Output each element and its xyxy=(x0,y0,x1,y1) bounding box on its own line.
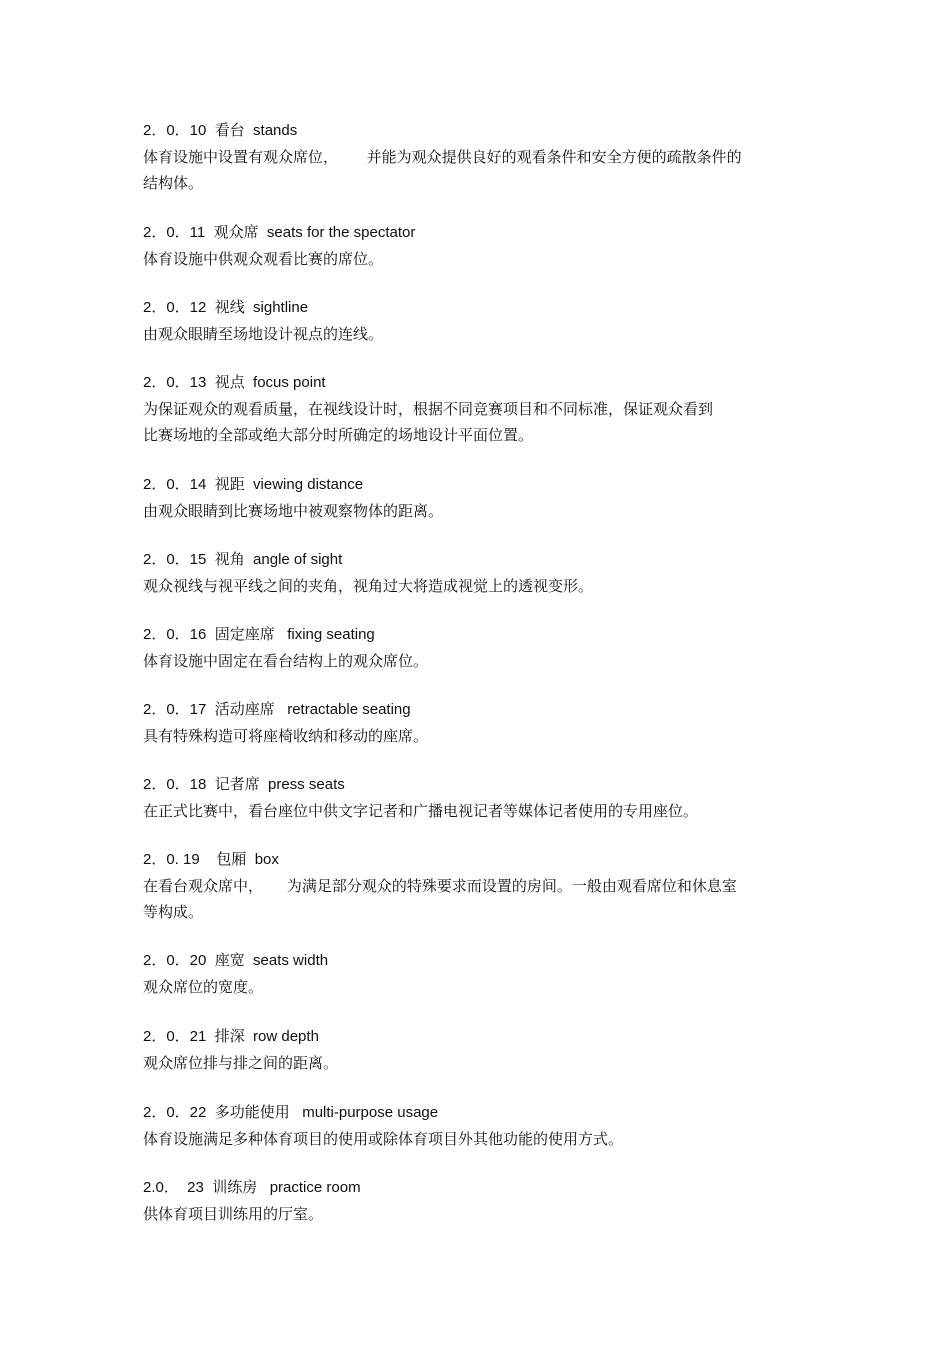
term-heading: 2．0. 19 包厢 box xyxy=(143,851,279,868)
term-heading: 2．0．14 视距 viewing distance xyxy=(143,476,364,493)
term-definition: 体育设施中设置有观众席位， 并能为观众提供良好的观看条件和安全方便的疏散条件的 xyxy=(143,148,742,166)
term-entry xyxy=(143,847,783,925)
term-definition: 在看台观众席中， 为满足部分观众的特殊要求而设置的房间。一般由观看席位和休息室 xyxy=(143,877,737,895)
term-heading: 2．0．16 固定座席 fixing seating xyxy=(143,626,375,643)
term-definition: 等构成。 xyxy=(143,903,204,921)
term-heading: 2．0．18 记者席 press seats xyxy=(143,776,345,793)
term-definition: 在正式比赛中，看台座位中供文字记者和广播电视记者等媒体记者使用的专用座位。 xyxy=(143,802,699,820)
term-definition: 由观众眼睛至场地设计视点的连线。 xyxy=(143,325,384,343)
term-heading: 2.0． 23 训练房 practice room xyxy=(143,1179,361,1196)
term-entry xyxy=(143,622,783,674)
term-heading: 2．0．22 多功能使用 multi-purpose usage xyxy=(143,1104,439,1121)
term-definition: 体育设施满足多种体育项目的使用或除体育项目外其他功能的使用方式。 xyxy=(143,1130,624,1148)
term-heading: 2．0．12 视线 sightline xyxy=(143,299,309,316)
term-definition: 为保证观众的观看质量，在视线设计时，根据不同竞赛项目和不同标准，保证观众看到 xyxy=(143,400,714,418)
term-definition: 比赛场地的全部或绝大部分时所确定的场地设计平面位置。 xyxy=(143,426,534,444)
term-definition: 观众席位排与排之间的距离。 xyxy=(143,1054,339,1072)
term-definition: 观众席位的宽度。 xyxy=(143,978,264,996)
term-heading: 2．0．15 视角 angle of sight xyxy=(143,551,343,568)
term-heading: 2．0．13 视点 focus point xyxy=(143,374,326,391)
term-definition: 体育设施中供观众观看比赛的席位。 xyxy=(143,250,384,268)
term-entry xyxy=(143,1024,783,1076)
term-definition: 由观众眼睛到比赛场地中被观察物体的距离。 xyxy=(143,502,444,520)
term-definition: 供体育项目训练用的厅室。 xyxy=(143,1205,324,1223)
term-heading: 2．0．20 座宽 seats width xyxy=(143,952,329,969)
term-entry xyxy=(143,772,783,824)
term-definition: 结构体。 xyxy=(143,174,204,192)
term-entry xyxy=(143,295,783,347)
term-entry xyxy=(143,697,783,749)
term-heading: 2．0．17 活动座席 retractable seating xyxy=(143,701,411,718)
term-entry xyxy=(143,547,783,599)
term-definition: 具有特殊构造可将座椅收纳和移动的座席。 xyxy=(143,727,429,745)
term-heading: 2．0．10 看台 stands xyxy=(143,122,298,139)
term-entry xyxy=(143,118,783,196)
term-definition: 观众视线与视平线之间的夹角，视角过大将造成视觉上的透视变形。 xyxy=(143,577,594,595)
term-entry xyxy=(143,1175,783,1227)
term-heading: 2．0．11 观众席 seats for the spectator xyxy=(143,224,416,241)
term-heading: 2．0．21 排深 row depth xyxy=(143,1028,319,1045)
term-entry xyxy=(143,948,783,1000)
term-entry xyxy=(143,370,783,448)
term-entry xyxy=(143,1100,783,1152)
term-entry xyxy=(143,472,783,524)
term-entry xyxy=(143,220,783,272)
term-definition: 体育设施中固定在看台结构上的观众席位。 xyxy=(143,652,429,670)
